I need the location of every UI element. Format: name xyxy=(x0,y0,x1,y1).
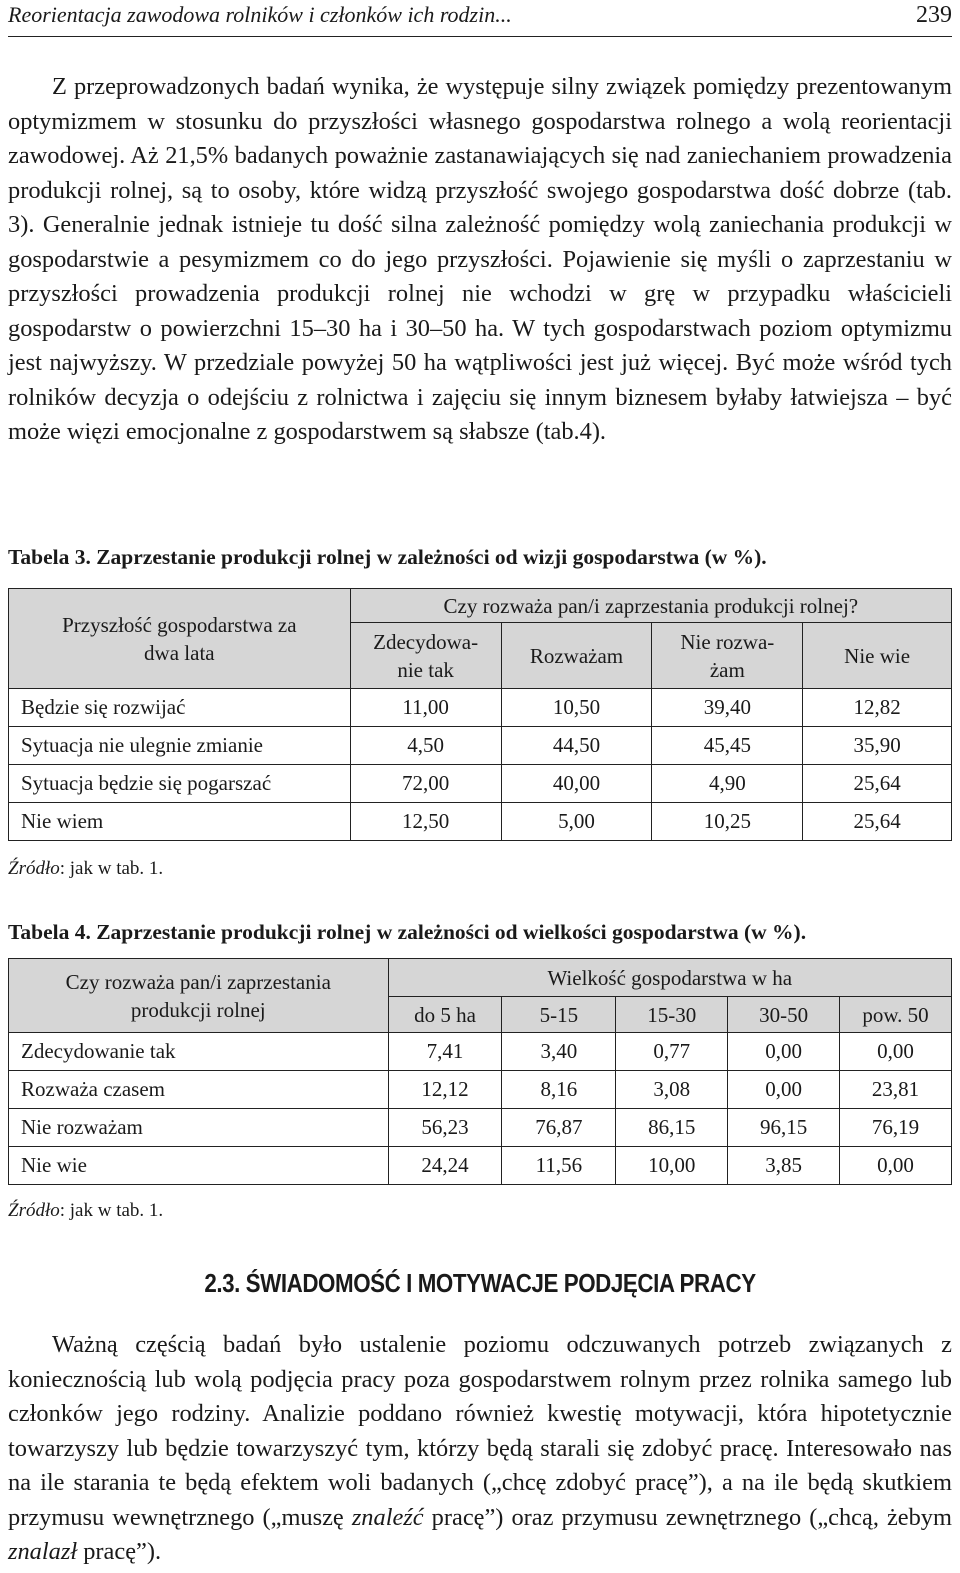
row-label: Nie wie xyxy=(9,1147,389,1185)
table-cell: 76,19 xyxy=(840,1109,952,1147)
paragraph-2-text: pracę”) oraz przymusu zewnętrznego („chcą, żebym xyxy=(423,1503,952,1531)
table-cell: 5,00 xyxy=(501,803,652,841)
body-paragraph-1: Z przeprowadzonych badań wynika, że występuje silny związek pomiędzy prezentowanym optymizmem w stosunku do przyszłości własnego gospodarstwa rolnego a wolą reorientacji zawodowej. Aż 21,5% badanych poważnie zastanawiających się nad zaniechaniem prowadzenia produkcji rolnej, są to osoby, które widzą przyszłość swojego gospodarstwa dość dobrze (tab. 3). Generalnie jednak istnieje tu dość silna zależność pomiędzy wolą zaniechania produkcji w gospodarstwie a pesymizmem co do jego przyszłości. Pojawienie się myśli o zaprzestaniu w przyszłości prowadzenia produkcji rolnej nie wchodzi w grę w przypadku właścicieli gospodarstw o powierzchni 15–30 ha i 30–50 ha. W tych gospodarstwach poziom optymizmu jest najwyższy. W przedziale powyżej 50 ha wątpliwości jest już więcej. Być może wśród tych rolników decyzja o odejściu z rolnictwa i zajęciu się innym biznesem byłaby łatwiejsza – być może więzi emocjonalne z gospodarstwem są słabsze (tab.4). xyxy=(8,73,952,445)
table-row xyxy=(9,1147,952,1185)
table-4-group-header: Wielkość gospodarstwa w ha xyxy=(388,959,951,997)
table-3-source xyxy=(8,858,163,880)
row-label: Rozważa czasem xyxy=(9,1071,389,1109)
table-4-source xyxy=(8,1200,163,1222)
table-3-col-header: Nie rozwa- żam xyxy=(652,623,803,689)
italic-word: znaleźć xyxy=(351,1503,424,1531)
table-cell: 0,00 xyxy=(728,1033,840,1071)
table-3-stub-header: Przyszłość gospodarstwa za dwa lata xyxy=(9,589,351,689)
table-cell: 11,00 xyxy=(350,689,501,727)
running-head xyxy=(8,0,952,37)
source-label: Źródło xyxy=(8,858,60,879)
table-cell: 0,00 xyxy=(840,1147,952,1185)
section-heading: 2.3. ŚWIADOMOŚĆ I MOTYWACJE PODJĘCIA PRACY xyxy=(204,1268,756,1298)
table-cell: 10,50 xyxy=(501,689,652,727)
table-3-col-header: Zdecydowa- nie tak xyxy=(350,623,501,689)
row-label: Będzie się rozwijać xyxy=(9,689,351,727)
page-number: 239 xyxy=(916,2,952,28)
table-cell: 25,64 xyxy=(803,765,952,803)
table-cell: 96,15 xyxy=(728,1109,840,1147)
table-cell: 24,24 xyxy=(388,1147,502,1185)
table-4-caption: Tabela 4. Zaprzestanie produkcji rolnej w zależności od wielkości gospodarstwa (w %). xyxy=(8,920,807,944)
table-cell: 11,56 xyxy=(502,1147,616,1185)
table-cell: 39,40 xyxy=(652,689,803,727)
table-row xyxy=(9,1033,952,1071)
table-cell: 12,12 xyxy=(388,1071,502,1109)
table-3-caption: Tabela 3. Zaprzestanie produkcji rolnej w zależności od wizji gospodarstwa (w %). xyxy=(8,545,767,569)
table-row xyxy=(9,689,952,727)
table-cell: 86,15 xyxy=(616,1109,728,1147)
table-row xyxy=(9,1109,952,1147)
table-3 xyxy=(8,588,952,841)
source-text: : jak w tab. 1. xyxy=(59,858,164,879)
table-cell: 4,90 xyxy=(652,765,803,803)
table-cell: 56,23 xyxy=(388,1109,502,1147)
paragraph-2-text: pracę”). xyxy=(77,1538,162,1565)
table-row xyxy=(9,765,952,803)
table-cell: 40,00 xyxy=(501,765,652,803)
table-cell: 4,50 xyxy=(350,727,501,765)
table-cell: 0,00 xyxy=(840,1033,952,1071)
table-row xyxy=(9,727,952,765)
running-head-title: Reorientacja zawodowa rolników i członków ich rodzin... xyxy=(8,2,512,27)
table-cell: 7,41 xyxy=(388,1033,502,1071)
table-cell: 72,00 xyxy=(350,765,501,803)
italic-word: znalazł xyxy=(8,1538,78,1565)
table-cell: 44,50 xyxy=(501,727,652,765)
row-label: Sytuacja będzie się pogarszać xyxy=(9,765,351,803)
table-4-col-header: pow. 50 xyxy=(840,997,952,1033)
table-4-col-header: 30-50 xyxy=(728,997,840,1033)
source-text: : jak w tab. 1. xyxy=(59,1200,164,1221)
table-cell: 10,25 xyxy=(652,803,803,841)
table-row xyxy=(9,1071,952,1109)
table-4-col-header: 15-30 xyxy=(616,997,728,1033)
table-cell: 3,40 xyxy=(502,1033,616,1071)
table-4-stub-header: Czy rozważa pan/i zaprzestania produkcji rolnej xyxy=(9,959,389,1033)
table-cell: 23,81 xyxy=(840,1071,952,1109)
table-3-col-header: Nie wie xyxy=(803,623,952,689)
table-cell: 0,77 xyxy=(616,1033,728,1071)
paragraph-2-text: Ważną częścią badań było ustalenie poziomu odczuwanych potrzeb związanych z koniecznością lub wolą podjęcia pracy poza gospodarstwem rolnym przez rolnika samego lub członków jego rodziny. Analizie poddano również kwestię motywacji, która hipotetycznie towarzyszy lub będzie towarzyszyć tym, którzy będą starali się zdobyć pracę. Interesowało nas na ile starania te będą efektem woli badanych („chcę zdobyć pracę”), a na ile będą skutkiem przymusu wewnętrznego („muszę xyxy=(8,1331,952,1531)
table-row xyxy=(9,803,952,841)
table-3-group-header: Czy rozważa pan/i zaprzestania produkcji rolnej? xyxy=(350,589,951,623)
row-label: Nie wiem xyxy=(9,803,351,841)
table-3-col-header: Rozważam xyxy=(501,623,652,689)
source-label: Źródło xyxy=(8,1200,60,1221)
table-cell: 76,87 xyxy=(502,1109,616,1147)
table-cell: 12,50 xyxy=(350,803,501,841)
table-cell: 45,45 xyxy=(652,727,803,765)
table-4-col-header: 5-15 xyxy=(502,997,616,1033)
table-cell: 8,16 xyxy=(502,1071,616,1109)
table-4 xyxy=(8,958,952,1185)
table-cell: 12,82 xyxy=(803,689,952,727)
table-cell: 25,64 xyxy=(803,803,952,841)
table-cell: 3,85 xyxy=(728,1147,840,1185)
row-label: Sytuacja nie ulegnie zmianie xyxy=(9,727,351,765)
table-cell: 3,08 xyxy=(616,1071,728,1109)
table-4-col-header: do 5 ha xyxy=(388,997,502,1033)
body-paragraph-2 xyxy=(8,1328,952,1570)
table-cell: 0,00 xyxy=(728,1071,840,1109)
table-cell: 35,90 xyxy=(803,727,952,765)
row-label: Nie rozważam xyxy=(9,1109,389,1147)
row-label: Zdecydowanie tak xyxy=(9,1033,389,1071)
table-cell: 10,00 xyxy=(616,1147,728,1185)
